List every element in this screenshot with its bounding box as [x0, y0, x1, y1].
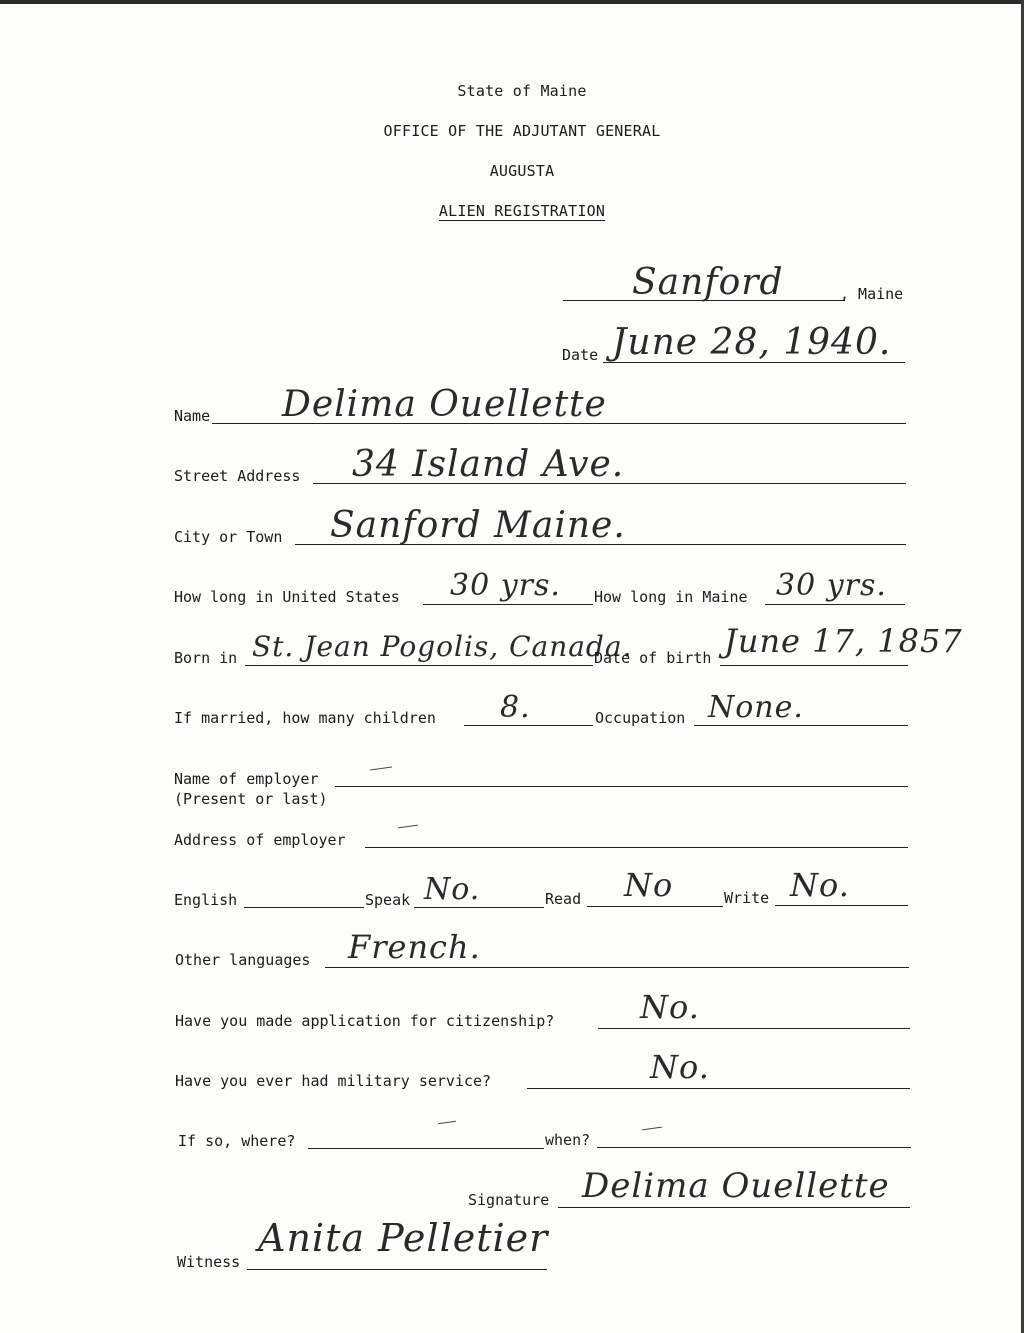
- date-value: June 28, 1940.: [612, 322, 892, 363]
- speak-value: No.: [424, 872, 481, 907]
- read-value: No: [624, 866, 674, 904]
- where-dash: [438, 1121, 456, 1124]
- us-line: [423, 604, 593, 605]
- occupation-value: None.: [708, 690, 804, 725]
- dob-label: Date of birth: [594, 649, 712, 667]
- dob-value: June 17, 1857: [724, 622, 963, 660]
- speak-label: Speak: [365, 891, 411, 909]
- citizenship-label: Have you made application for citizenship?: [175, 1012, 555, 1030]
- name-label: Name: [174, 407, 211, 425]
- english-line: [244, 907, 364, 908]
- header-office: OFFICE OF THE ADJUTANT GENERAL: [383, 122, 661, 140]
- military-label: Have you ever had military service?: [175, 1072, 492, 1090]
- name-value: Delima Ouellette: [282, 384, 607, 425]
- children-line: [464, 725, 593, 726]
- write-label: Write: [724, 889, 770, 907]
- read-label: Read: [545, 890, 582, 908]
- header-state: State of Maine: [457, 82, 587, 100]
- when-dash: [642, 1127, 662, 1131]
- scan-edge-top: [0, 0, 1024, 4]
- emp-address-line: [365, 847, 908, 848]
- write-value: No.: [790, 866, 850, 904]
- us-value: 30 yrs.: [450, 568, 561, 603]
- us-label: How long in United States: [174, 588, 400, 606]
- street-label: Street Address: [174, 467, 301, 485]
- street-value: 34 Island Ave.: [352, 444, 625, 485]
- other-lang-label: Other languages: [175, 951, 311, 969]
- occupation-label: Occupation: [595, 709, 686, 727]
- employer-dash: [370, 766, 392, 770]
- when-label: when?: [545, 1131, 591, 1149]
- header-title: [0, 202, 1024, 220]
- born-line: [245, 665, 593, 666]
- header-city: AUGUSTA: [489, 162, 555, 180]
- employer-sub: (Present or last): [174, 790, 328, 808]
- military-line: [527, 1088, 910, 1089]
- maine-label: How long in Maine: [594, 588, 748, 606]
- header-title-text: ALIEN REGISTRATION: [438, 202, 606, 220]
- citizenship-line: [598, 1028, 910, 1029]
- witness-label: Witness: [177, 1253, 241, 1271]
- maine-value: 30 yrs.: [776, 568, 887, 603]
- when-line: [597, 1147, 911, 1148]
- write-line: [775, 905, 908, 906]
- employer-line: [335, 786, 908, 787]
- other-lang-line: [325, 967, 909, 968]
- citizenship-value: No.: [640, 988, 700, 1026]
- other-lang-value: French.: [348, 928, 481, 966]
- town-suffix: , Maine: [840, 285, 904, 303]
- read-line: [587, 906, 723, 907]
- born-label: Born in: [174, 649, 238, 667]
- children-label: If married, how many children: [174, 709, 436, 727]
- employer-label: Name of employer: [174, 770, 319, 788]
- maine-line: [765, 604, 905, 605]
- occupation-line: [694, 725, 908, 726]
- english-label: English: [174, 891, 238, 909]
- witness-value: Anita Pelletier: [258, 1216, 549, 1260]
- signature-line: [558, 1207, 910, 1208]
- speak-line: [414, 907, 544, 908]
- where-line: [308, 1148, 544, 1149]
- where-label: If so, where?: [178, 1132, 296, 1150]
- military-value: No.: [650, 1048, 710, 1086]
- signature-value: Delima Ouellette: [582, 1166, 890, 1206]
- date-label: Date: [562, 346, 599, 364]
- born-value: St. Jean Pogolis, Canada.: [252, 630, 633, 663]
- children-value: 8.: [500, 690, 531, 725]
- witness-line: [247, 1269, 547, 1270]
- emp-address-label: Address of employer: [174, 831, 346, 849]
- signature-label: Signature: [468, 1191, 550, 1209]
- emp-address-dash: [398, 825, 418, 829]
- dob-line: [720, 665, 908, 666]
- town-value: Sanford: [632, 262, 784, 303]
- city-value: Sanford Maine.: [330, 505, 626, 546]
- city-label: City or Town: [174, 528, 283, 546]
